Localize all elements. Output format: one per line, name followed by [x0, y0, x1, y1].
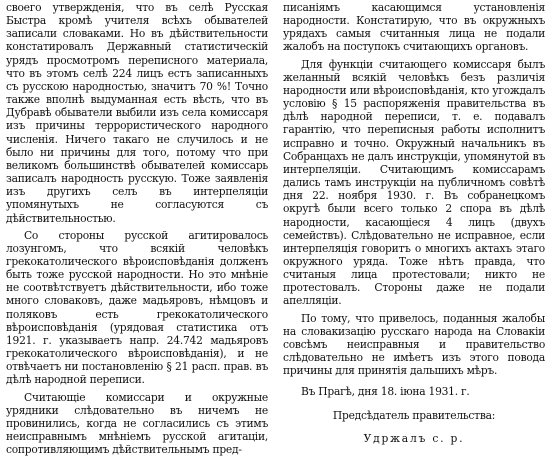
paragraph: По тому, что привелось, поданныя жалобы на словакизацiю русскаго народа на Словакiи совсѣмъ неисправныя и правительство слѣдовательно не имѣетъ изъ этого повода причины для принятiя дальшихъ мѣръ. — [283, 311, 545, 378]
paragraph: Со стороны русской агитировалось лозунгомъ, что всякiй человѣкъ грекокатолического вѣроисповѣданiя долженъ быть тоже русской народности. Но это мнѣнiе не соотвѣтствуетъ дѣйствительности, ибо тоже много словаковъ, даже мадьяровъ, нѣмцовъ и поляковъ есть грекокатолического вѣроисповѣданiя (урядовая статистика отъ 1921. г. указываетъ напр. 24.742 мадьяровъ грекокатолического вѣроисповѣданiя), и не отвѣчаетъ ни постановленiю § 21 расп. прав. въ дѣлѣ народной переписи. — [6, 228, 268, 387]
paragraph: своего утвержденiя, что въ селѣ Русская Быстра кромѣ учителя всѣхъ обывателей записали словаками. Но въ дѣйствительности констатировалъ Державный статистическiй урядъ просмотромъ переписного материала, что въ этомъ селѣ 224 лицъ естъ записанныхъ съ русскою народностью, значитъ 70 %! Точно также вполнѣ выдуманная есть вѣсть, что въ Дубравѣ обыватели выбили изъ села комиссаря изъ причины террористического народного численiя. Ничего такаго не случилось и не было ни причины для того, потому что при великомъ большинствѣ обывателей комиссарь записалъ народность русскую. Тоже заявленiя изъ другихъ селъ въ интерпеляцiи упомянутыхъ не согласуются съ дѣйствительностью. — [6, 1, 268, 225]
signature-name: Удржалъ с. р. — [363, 431, 465, 445]
paragraph: писанiямъ касающимся установленiя народности. Констатирую, что въ окружныхъ урядахъ самыя считанныя лица не подали жалобъ на поступокъ считающихъ органовъ. — [283, 1, 545, 54]
paragraph: Считающiе комиссари и окружные урядники слѣдовательно въ ничемъ не провинились, когда не согласились съ этимъ неисправнымъ мнѣнiемъ русской агитацiи, сопротивляющимъ дѣйствительнымъ пред- — [6, 390, 268, 457]
right-column — [283, 0, 545, 445]
paragraph: Для функцiи считающего комиссаря былъ желанный всякiй человѣкъ безъ различiя народности или вѣроисповѣданiя, кто угождалъ условiю § 15 распоряженiя правительства въ дѣлѣ народной переписи, т. е. подавалъ гарантiю, что переписныя работы исполнитъ исправно и точно. Окружный начальникъ въ Собранцахъ не далъ инструкцiи, упомянутой въ интерпеляцiи. Считающимъ комиссарамъ дались тамъ инструкцiи на публичномъ совѣтѣ дня 22. ноября 1930. г. Въ собранецкомъ округѣ были всего только 2 спора въ дѣлѣ народности, касающiеся 4 лицъ (двухъ семействъ). Слѣдовательно не исправное, если интерпеляцiя говоритъ о многихъ актахъ этаго окружного уряда. Тоже нѣтъ правда, что считаныя лица протестовали; никто не протестовалъ. Стороны даже не подали апелляцiи. — [283, 57, 545, 308]
signature-title: Предсѣдатель правительства: — [332, 408, 496, 422]
date-line: Въ Прагѣ, дня 18. iюна 1931. г. — [301, 385, 470, 399]
left-column — [6, 0, 268, 456]
